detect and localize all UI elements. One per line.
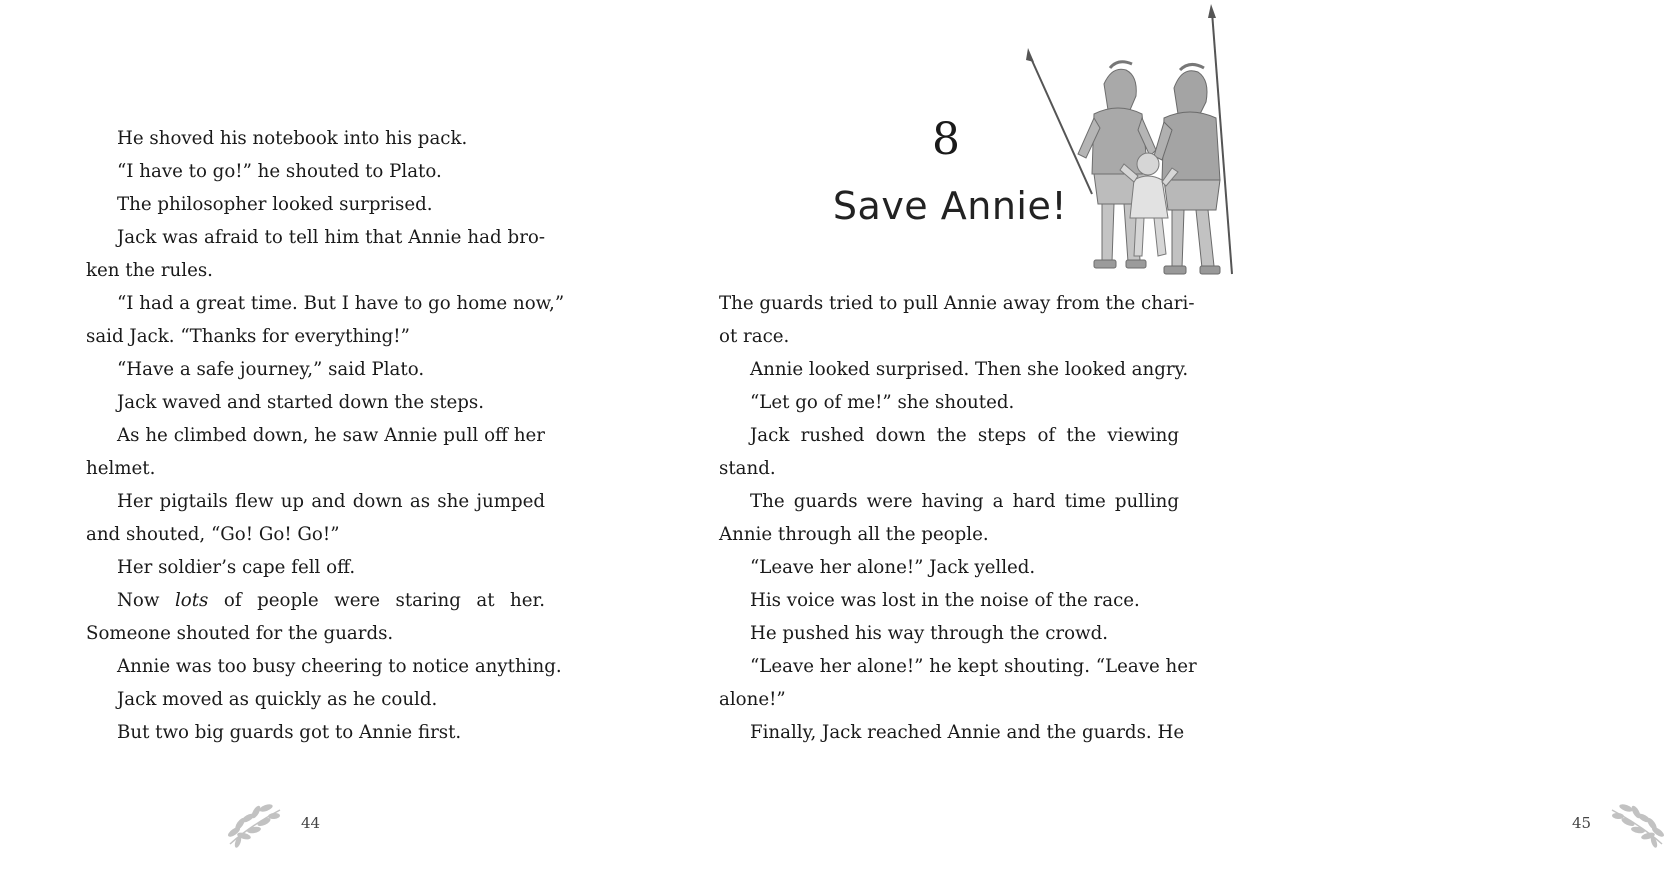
page-number: 44 — [301, 814, 321, 832]
text-line: ken the rules. — [86, 260, 213, 281]
chapter-number: 8 — [932, 114, 960, 165]
page-number: 45 — [1572, 814, 1592, 832]
text-line: alone!” — [719, 689, 786, 710]
text-line: and shouted, “Go! Go! Go!” — [86, 524, 340, 545]
text-line: “I have to go!” he shouted to Plato. — [117, 161, 442, 182]
text-line: As he climbed down, he saw Annie pull off her — [117, 425, 545, 446]
text-line: Finally, Jack reached Annie and the guards. He — [750, 722, 1185, 743]
text-line: He shoved his notebook into his pack. — [117, 128, 468, 149]
text-line: Annie looked surprised. Then she looked angry. — [750, 359, 1189, 380]
right-folio — [1570, 808, 1680, 842]
right-page-text — [719, 287, 1197, 749]
text-line: The guards were having a hard time pulling — [750, 491, 1179, 512]
text-line: helmet. — [86, 458, 156, 479]
laurel-branch-icon — [224, 796, 296, 850]
text-line: The philosopher looked surprised. — [117, 194, 433, 215]
text-line: The guards tried to pull Annie away from the chari- — [719, 293, 1195, 314]
text-line: Her pigtails flew up and down as she jumped — [117, 491, 545, 512]
text-line: “I had a great time. But I have to go home now,” — [117, 293, 565, 314]
text-line: Jack moved as quickly as he could. — [117, 689, 438, 710]
text-line: “Leave her alone!” he kept shouting. “Leave her — [750, 656, 1197, 677]
text-line: “Have a safe journey,” said Plato. — [117, 359, 425, 380]
left-folio — [224, 808, 334, 842]
text-line: But two big guards got to Annie first. — [117, 722, 462, 743]
text-line: stand. — [719, 458, 776, 479]
text-line: “Let go of me!” she shouted. — [750, 392, 1015, 413]
left-page — [0, 0, 632, 874]
laurel-branch-icon — [1596, 796, 1668, 850]
chapter-title: Save Annie! — [832, 184, 1068, 228]
text-line: Jack was afraid to tell him that Annie had bro- — [117, 227, 545, 248]
text-line: ot race. — [719, 326, 790, 347]
left-page-text — [86, 122, 565, 749]
text-line: Jack rushed down the steps of the viewing — [750, 425, 1179, 446]
text-line: Annie was too busy cheering to notice anything. — [117, 656, 562, 677]
text-line: His voice was lost in the noise of the race. — [750, 590, 1140, 611]
text-line: Her soldier’s cape fell off. — [117, 557, 356, 578]
text-line: He pushed his way through the crowd. — [750, 623, 1109, 644]
text-segment: Now — [117, 590, 175, 611]
text-line: Someone shouted for the guards. — [86, 623, 394, 644]
text-line: said Jack. “Thanks for everything!” — [86, 326, 410, 347]
text-line: Jack waved and started down the steps. — [117, 392, 485, 413]
text-line: “Leave her alone!” Jack yelled. — [750, 557, 1036, 578]
text-line: Annie through all the people. — [719, 524, 989, 545]
text-line — [86, 584, 545, 617]
emphasized-word: lots — [174, 590, 209, 611]
text-segment: of people were staring at her. — [208, 590, 545, 611]
guards-and-girl-illustration — [1022, 4, 1242, 290]
